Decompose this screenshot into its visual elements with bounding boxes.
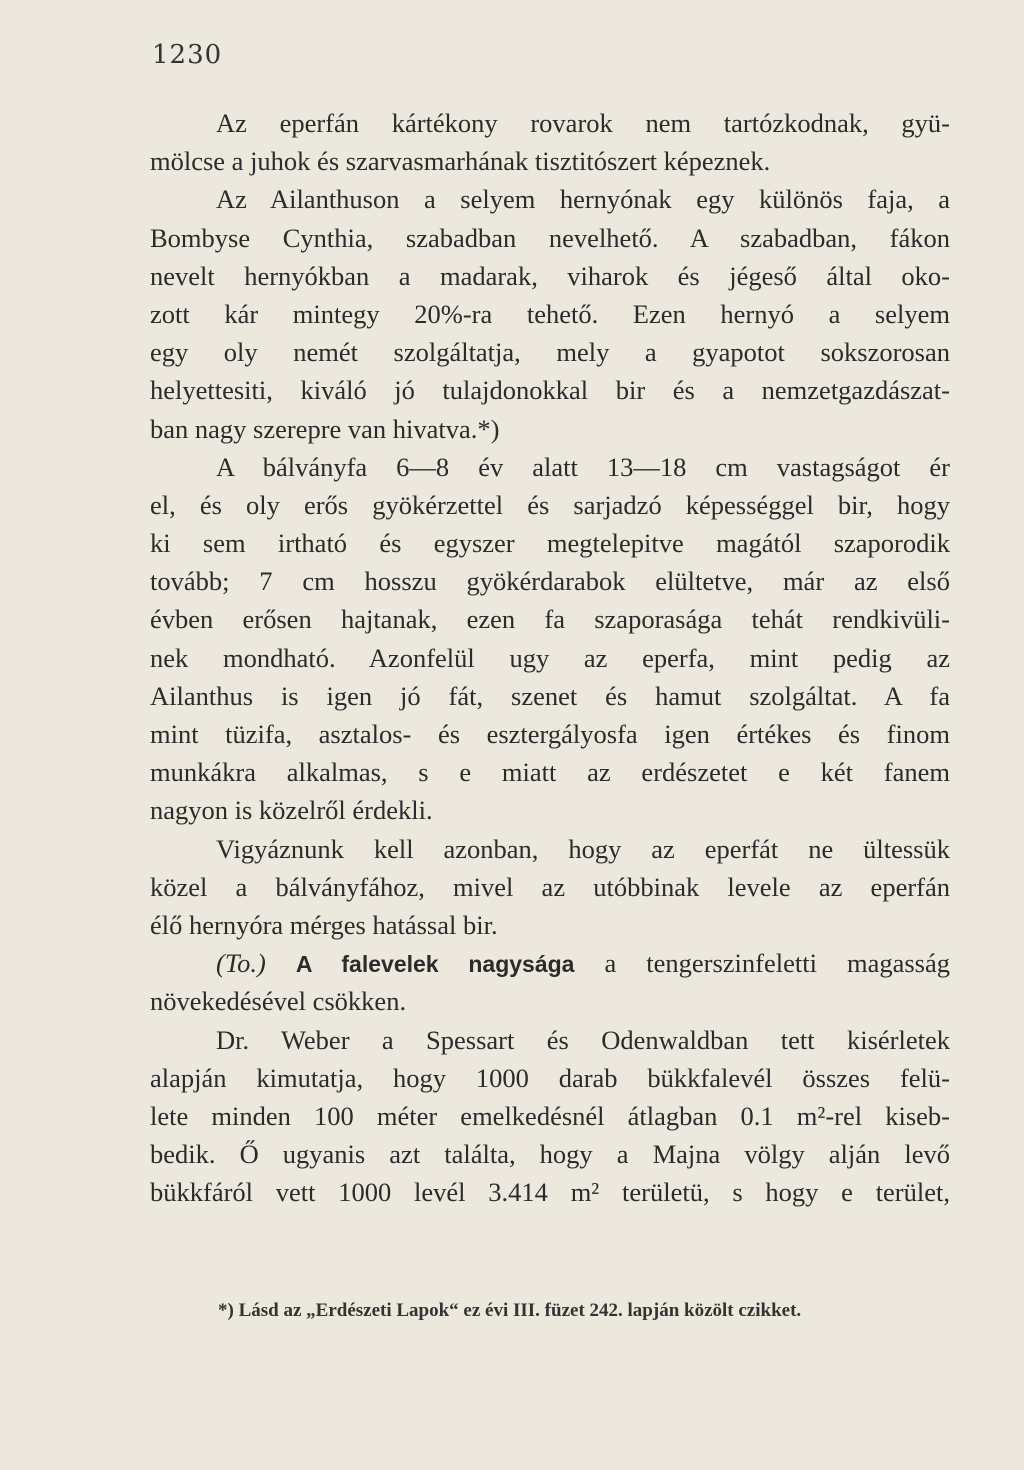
paragraph (150, 448, 950, 830)
paragraph (150, 830, 950, 945)
text-line (150, 944, 950, 982)
paragraph (150, 180, 950, 447)
text-line: Ailanthus is igen jó fát, szenet és hamut szolgáltat. A fa (150, 680, 950, 711)
text-line: alapján kimutatja, hogy 1000 darab bükkfalevél összes felü- (150, 1062, 950, 1093)
text-line: egy oly nemét szolgáltatja, mely a gyapotot sokszorosan (150, 337, 950, 368)
text-line: Dr. Weber a Spessart és Odenwaldban tett kisérletek (216, 1024, 950, 1055)
text-line: mölcse a juhok és szarvasmarhának tisztitószert képeznek. (150, 146, 771, 177)
text-line: nek mondható. Azonfelül ugy az eperfa, mint pedig az (150, 642, 950, 673)
text-line: Vigyáznunk kell azonban, hogy az eperfát ne ültessük (216, 833, 950, 864)
text-line: munkákra alkalmas, s e miatt az erdészetet e két fanem (150, 757, 950, 788)
text-line: évben erősen hajtanak, ezen fa szaporasága tehát rendkivüli- (150, 604, 950, 635)
paragraph (150, 104, 950, 180)
text-line: bedik. Ő ugyanis azt találta, hogy a Majna völgy alján levő (150, 1139, 950, 1170)
text-line: A bálványfa 6—8 év alatt 13—18 cm vastagságot ér (216, 451, 950, 482)
text-line: növekedésével csökken. (150, 986, 407, 1017)
page-number: 1230 (152, 40, 223, 70)
section-tag: (To.) (216, 948, 266, 979)
text-line: lete minden 100 méter emelkedésnél átlagban 0.1 m²-rel kiseb- (150, 1100, 950, 1131)
text-line: ki sem irtható és egyszer megtelepitve magától szaporodik (150, 528, 950, 559)
text-line: mint tüzifa, asztalos- és esztergályosfa igen értékes és finom (150, 719, 950, 749)
text-fragment: a tengerszinfeletti magasság (604, 948, 950, 979)
text-line: Az Ailanthuson a selyem hernyónak egy különös faja, a (216, 184, 950, 215)
text-line: helyettesiti, kiváló jó tulajdonokkal bir és a nemzetgazdászat- (150, 375, 950, 406)
body-text (150, 104, 950, 1211)
text-line: el, és oly erős gyökérzettel és sarjadzó képességgel bir, hogy (150, 489, 950, 520)
text-line: ban nagy szerepre van hivatva.*) (150, 413, 500, 444)
paragraph (150, 944, 950, 1020)
text-line: zott kár mintegy 20%-ra tehető. Ezen hernyó a selyem (150, 298, 950, 329)
text-line: élő hernyóra mérges hatással bir. (150, 909, 498, 940)
footnote: *) Lásd az „Erdészeti Lapok“ ez évi III. füzet 242. lapján közölt czikket. (218, 1300, 802, 1321)
text-line: közel a bálványfához, mivel az utóbbinak levele az eperfán (150, 871, 950, 902)
text-line: Bombyse Cynthia, szabadban nevelhető. A szabadban, fákon (150, 222, 950, 253)
section-heading: A falevelek nagysága (295, 951, 575, 978)
paragraph (150, 1021, 950, 1212)
text-line: tovább; 7 cm hosszu gyökérdarabok elültetve, már az első (150, 566, 950, 597)
text-line: nagyon is közelről érdekli. (150, 795, 433, 826)
text-line: Az eperfán kártékony rovarok nem tartózkodnak, gyü- (216, 108, 950, 138)
text-line: bükkfáról vett 1000 levél 3.414 m² területü, s hogy e terület, (150, 1177, 950, 1208)
text-line: nevelt hernyókban a madarak, viharok és jégeső által oko- (150, 260, 950, 291)
